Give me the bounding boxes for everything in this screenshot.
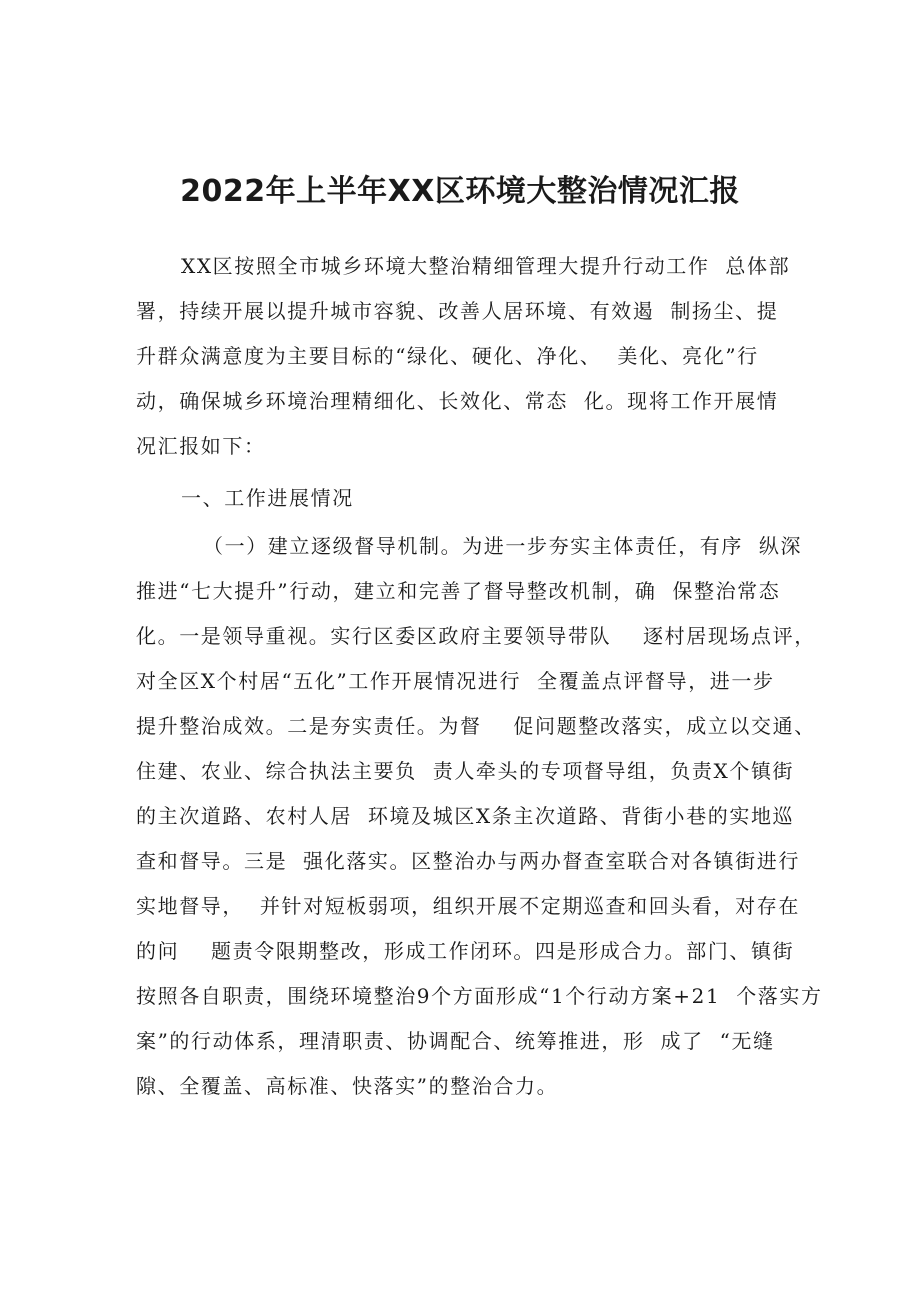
- subsection-line-11: 按照各自职责，围绕环境整治9个方面形成“1个行动方案+21 个落实方: [136, 984, 823, 1008]
- subsection-line-8: 查和督导。三是 强化落实。区整治办与两办督查室联合对各镇街进行: [136, 849, 800, 873]
- intro-line-3: 升群众满意度为主要目标的“绿化、硬化、净化、 美化、亮化”行: [136, 344, 759, 368]
- subsection-line-3: 化。一是领导重视。实行区委区政府主要领导带队 逐村居现场点评，: [136, 624, 816, 648]
- intro-line-2: 署，持续开展以提升城市容貌、改善人居环境、有效遏 制扬尘、提: [136, 299, 779, 323]
- intro-line-5: 况汇报如下：: [136, 434, 266, 458]
- intro-line-4: 动，确保城乡环境治理精细化、长效化、常态 化。现将工作开展情: [136, 389, 779, 413]
- section-heading: 一、工作进展情况: [181, 486, 354, 510]
- subsection-line-4: 对全区X个村居“五化”工作开展情况进行 全覆盖点评督导，进一步: [136, 669, 775, 693]
- subsection-line-6: 住建、农业、综合执法主要负 责人牵头的专项督导组，负责X个镇街: [136, 759, 795, 783]
- subsection-line-10: 的问 题责令限期整改，形成工作闭环。四是形成合力。部门、镇街: [136, 939, 795, 963]
- subsection-line-1: （一）建立逐级督导机制。为进一步夯实主体责任，有序 纵深: [203, 534, 803, 558]
- subsection-line-5: 提升整治成效。二是夯实责任。为督 促问题整改落实，成立以交通、: [136, 714, 816, 738]
- subsection-line-9: 实地督导， 并针对短板弱项，组织开展不定期巡查和回头看，对存在: [136, 894, 800, 918]
- subsection-line-12: 案”的行动体系，理清职责、协调配合、统筹推进，形 成了 “无缝: [136, 1029, 775, 1053]
- subsection-line-7: 的主次道路、农村人居 环境及城区X条主次道路、背街小巷的实地巡: [136, 804, 795, 828]
- subsection-line-2: 推进“七大提升”行动，建立和完善了督导整改机制，确 保整治常态: [136, 579, 781, 603]
- intro-line-1: XX区按照全市城乡环境大整治精细管理大提升行动工作 总体部: [181, 254, 791, 278]
- subsection-line-13: 隙、全覆盖、高标准、快落实”的整治合力。: [136, 1074, 559, 1098]
- document-title: 2022年上半年XX区环境大整治情况汇报: [180, 174, 740, 209]
